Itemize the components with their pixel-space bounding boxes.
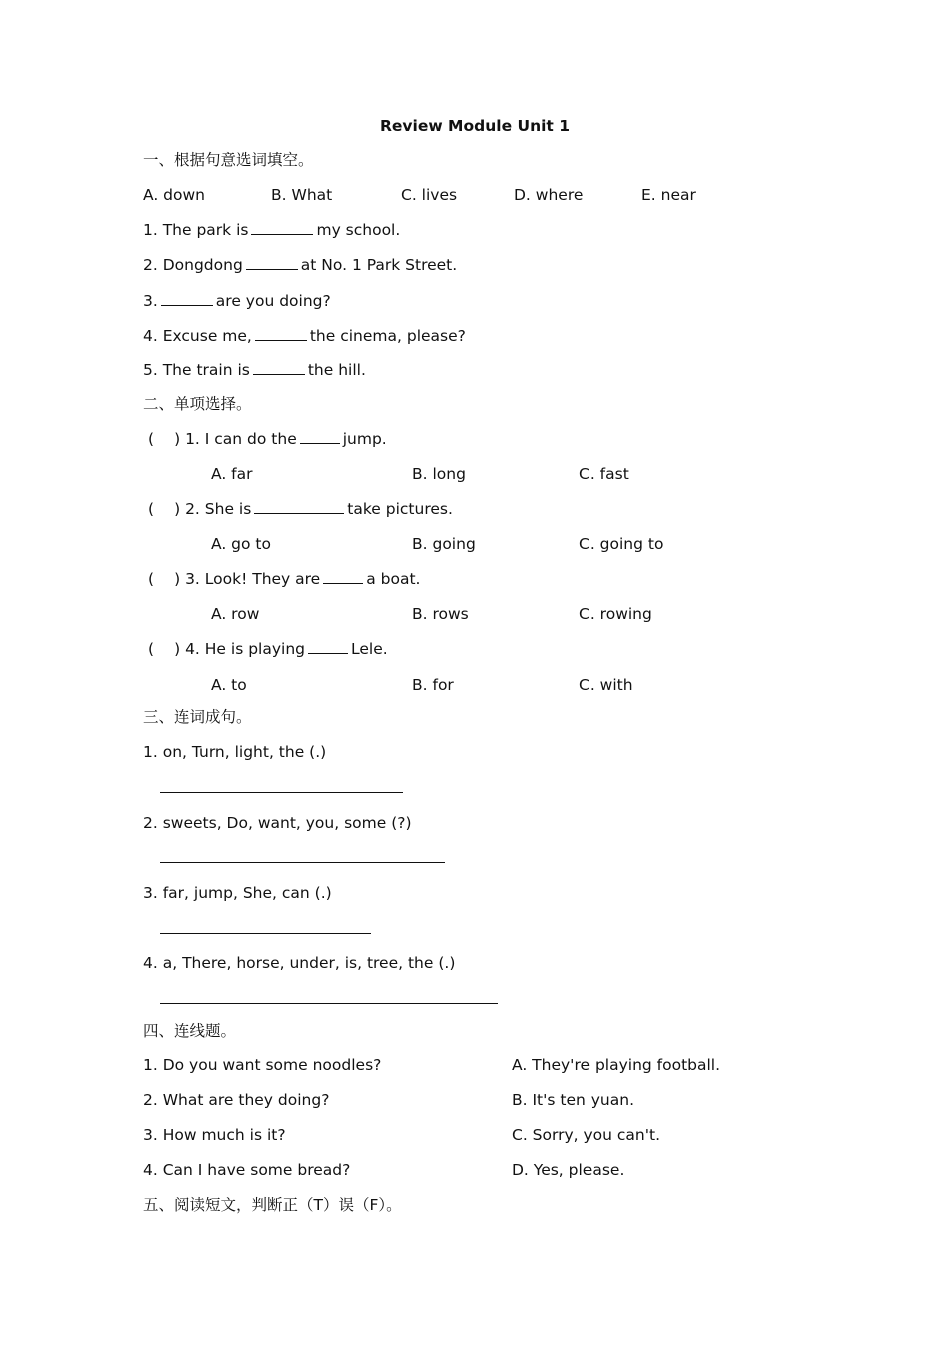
s2-q1-paren-open: (	[148, 430, 155, 448]
s1-item-4	[143, 326, 466, 346]
s1-item-5-blank[interactable]	[253, 360, 305, 375]
s2-question-1	[148, 429, 387, 449]
s1-item-1-post: my school.	[316, 221, 401, 239]
section-4-heading: 四、连线题。	[143, 1022, 237, 1040]
worksheet-title: Review Module Unit 1	[379, 117, 571, 135]
s2-q4-paren-open: (	[148, 640, 155, 658]
s2-q4-blank	[308, 639, 348, 654]
s2-q2-option-a: A. go to	[211, 535, 271, 553]
s1-option-d: D. where	[514, 186, 584, 204]
s1-item-5-post: the hill.	[307, 361, 366, 379]
s2-question-4	[148, 639, 388, 659]
s4-right-a: A. They're playing football.	[512, 1056, 721, 1074]
s2-q3-option-b: B. rows	[412, 605, 469, 623]
s1-item-4-blank[interactable]	[255, 326, 307, 341]
s3-item-1: 1. on, Turn, light, the (.)	[143, 743, 327, 761]
section-3-heading: 三、连词成句。	[143, 708, 252, 726]
s3-item-4: 4. a, There, horse, under, is, tree, the (.)	[143, 954, 456, 972]
s2-q4-post: Lele.	[351, 640, 388, 658]
s1-item-2-post: at No. 1 Park Street.	[300, 256, 458, 274]
s4-left-2: 2. What are they doing?	[143, 1091, 330, 1109]
s1-item-2-blank[interactable]	[246, 255, 298, 270]
s2-q3-post: a boat.	[366, 570, 421, 588]
s1-item-3-blank[interactable]	[161, 291, 213, 306]
s4-left-4: 4. Can I have some bread?	[143, 1161, 351, 1179]
s2-q2-blank	[254, 499, 344, 514]
s1-item-2	[143, 255, 457, 275]
s4-right-d: D. Yes, please.	[512, 1161, 625, 1179]
s4-left-3: 3. How much is it?	[143, 1126, 286, 1144]
s2-q1-option-c: C. fast	[579, 465, 629, 483]
s2-q4-option-c: C. with	[579, 676, 633, 694]
s3-answer-line-2[interactable]	[160, 862, 445, 863]
s2-q2-paren-close: )	[174, 500, 181, 518]
s2-q4-pre: 4. He is playing	[185, 640, 305, 658]
s2-q1-option-a: A. far	[211, 465, 253, 483]
s2-q2-paren-open: (	[148, 500, 155, 518]
s2-q3-option-c: C. rowing	[579, 605, 652, 623]
s2-q2-pre: 2. She is	[185, 500, 252, 518]
s1-option-b: B. What	[271, 186, 333, 204]
s4-right-c: C. Sorry, you can't.	[512, 1126, 661, 1144]
s3-answer-line-1[interactable]	[160, 792, 403, 793]
section-5-heading: 五、阅读短文，判断正（T）误（F）。	[143, 1196, 402, 1214]
s2-q2-option-c: C. going to	[579, 535, 664, 553]
s3-answer-line-4[interactable]	[160, 1003, 498, 1004]
s2-q3-paren-close: )	[174, 570, 181, 588]
section-2-heading: 二、单项选择。	[143, 395, 252, 413]
s3-answer-line-3[interactable]	[160, 933, 371, 934]
s1-option-c: C. lives	[401, 186, 458, 204]
s3-item-2: 2. sweets, Do, want, you, some (?)	[143, 814, 412, 832]
s2-q2-option-b: B. going	[412, 535, 476, 553]
s2-q3-option-a: A. row	[211, 605, 260, 623]
s4-right-b: B. It's ten yuan.	[512, 1091, 635, 1109]
s2-question-3	[148, 569, 420, 589]
s2-q3-blank	[323, 569, 363, 584]
s1-item-4-post: the cinema, please?	[309, 327, 466, 345]
s1-option-e: E. near	[641, 186, 696, 204]
s2-q1-pre: 1. I can do the	[185, 430, 297, 448]
s2-question-2	[148, 499, 453, 519]
s2-q1-option-b: B. long	[412, 465, 466, 483]
s1-item-3-pre: 3.	[143, 292, 158, 310]
s1-item-4-pre: 4. Excuse me,	[143, 327, 252, 345]
s2-q4-option-a: A. to	[211, 676, 247, 694]
s2-q3-paren-open: (	[148, 570, 155, 588]
section-1-heading: 一、根据句意选词填空。	[143, 151, 314, 169]
s2-q1-post: jump.	[342, 430, 387, 448]
s2-q4-option-b: B. for	[412, 676, 454, 694]
s1-item-1-blank[interactable]	[251, 220, 313, 235]
s3-item-3: 3. far, jump, She, can (.)	[143, 884, 332, 902]
s1-item-5	[143, 360, 366, 380]
s1-item-3	[143, 291, 331, 311]
s1-item-2-pre: 2. Dongdong	[143, 256, 243, 274]
s2-q1-blank	[300, 429, 340, 444]
s1-item-1	[143, 220, 400, 240]
s2-q3-pre: 3. Look! They are	[185, 570, 321, 588]
s2-q2-post: take pictures.	[347, 500, 453, 518]
s1-option-a: A. down	[143, 186, 206, 204]
s2-q4-paren-close: )	[174, 640, 181, 658]
s2-q1-paren-close: )	[174, 430, 181, 448]
s4-left-1: 1. Do you want some noodles?	[143, 1056, 382, 1074]
s1-item-1-pre: 1. The park is	[143, 221, 249, 239]
s1-item-5-pre: 5. The train is	[143, 361, 250, 379]
s1-item-3-post: are you doing?	[215, 292, 331, 310]
